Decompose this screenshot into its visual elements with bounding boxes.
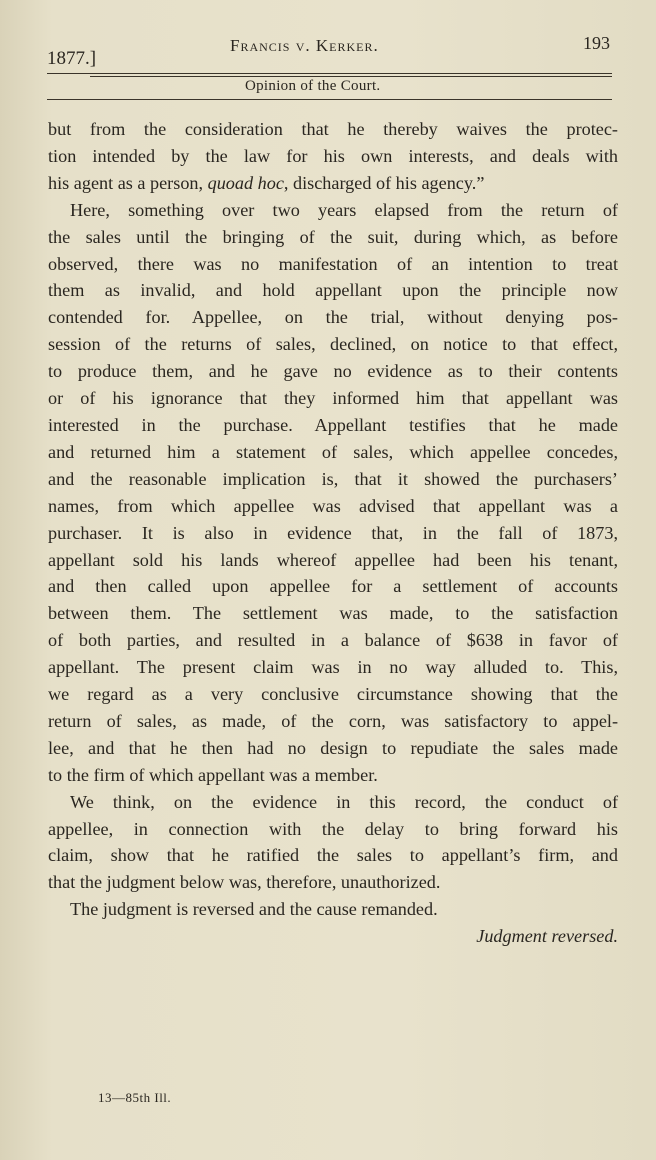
text-line: and the reasonable implication is, that it showed the purchasers’ bbox=[48, 468, 618, 489]
text-line: but from the consideration that he thereby waives the protec- bbox=[48, 119, 618, 139]
text-line: between them. The settlement was made, to the satisfaction bbox=[48, 603, 618, 624]
text-line: tion intended by the law for his own interests, and deals with bbox=[48, 145, 618, 166]
text-line: names, from which appellee was advised that appellant was a bbox=[48, 495, 618, 516]
section-title: Opinion of the Court. bbox=[245, 78, 381, 94]
text-line: We think, on the evidence in this record, the conduct of bbox=[70, 791, 618, 812]
text-line: we regard as a very conclusive circumstance showing that the bbox=[48, 684, 618, 705]
text-line: and then called upon appellee for a settlement of accounts bbox=[48, 576, 618, 597]
text-line: session of the returns of sales, declined, on notice to that effect, bbox=[48, 334, 618, 355]
signature-mark: 13—85th Ill. bbox=[98, 1090, 172, 1105]
year-label: 1877.] bbox=[47, 48, 97, 69]
page-number: 193 bbox=[583, 33, 610, 53]
text-line: claim, show that he ratified the sales to appellant’s firm, and bbox=[48, 845, 618, 866]
text-line: that the judgment below was, therefore, unauthorized. bbox=[48, 872, 441, 893]
text-line: to produce them, and he gave no evidence as to their contents bbox=[48, 361, 618, 382]
text-line: Here, something over two years elapsed from the return of bbox=[70, 199, 618, 220]
text-line: purchaser. It is also in evidence that, in the fall of 1873, bbox=[48, 522, 618, 543]
text-line: appellee, in connection with the delay to bring forward his bbox=[48, 818, 618, 839]
text-line: or of his ignorance that they informed him that appellant was bbox=[48, 388, 618, 409]
text-line: The judgment is reversed and the cause remanded. bbox=[70, 899, 438, 920]
text-line: lee, and that he then had no design to repudiate the sales made bbox=[48, 737, 618, 758]
running-title: Francis v. Kerker. bbox=[230, 36, 379, 55]
text-line: contended for. Appellee, on the trial, without denying pos- bbox=[48, 307, 618, 328]
header-rule-top-inner bbox=[90, 76, 612, 77]
page-header bbox=[0, 0, 656, 110]
text-line: return of sales, as made, of the corn, was satisfactory to appel- bbox=[48, 710, 618, 731]
opinion-text bbox=[48, 116, 618, 950]
text-line: them as invalid, and hold appellant upon the principle now bbox=[48, 280, 618, 301]
text-line: interested in the purchase. Appellant testifies that he made bbox=[48, 414, 618, 435]
text-line: appellant sold his lands whereof appellee had been his tenant, bbox=[48, 549, 618, 570]
text-line: and returned him a statement of sales, which appellee concedes, bbox=[48, 441, 618, 462]
header-rule-top bbox=[47, 73, 612, 74]
text-line: his agent as a person, quoad hoc, discharged of his agency.” bbox=[48, 172, 485, 193]
text-line: the sales until the bringing of the suit, during which, as before bbox=[48, 226, 618, 247]
judgment-reversed: Judgment reversed. bbox=[476, 926, 618, 947]
header-rule-bottom bbox=[47, 99, 612, 100]
text-line: observed, there was no manifestation of an intention to treat bbox=[48, 253, 618, 274]
text-line: of both parties, and resulted in a balance of $638 in favor of bbox=[48, 630, 618, 651]
text-line: appellant. The present claim was in no way alluded to. This, bbox=[48, 657, 618, 678]
text-line: to the firm of which appellant was a member. bbox=[48, 764, 378, 785]
